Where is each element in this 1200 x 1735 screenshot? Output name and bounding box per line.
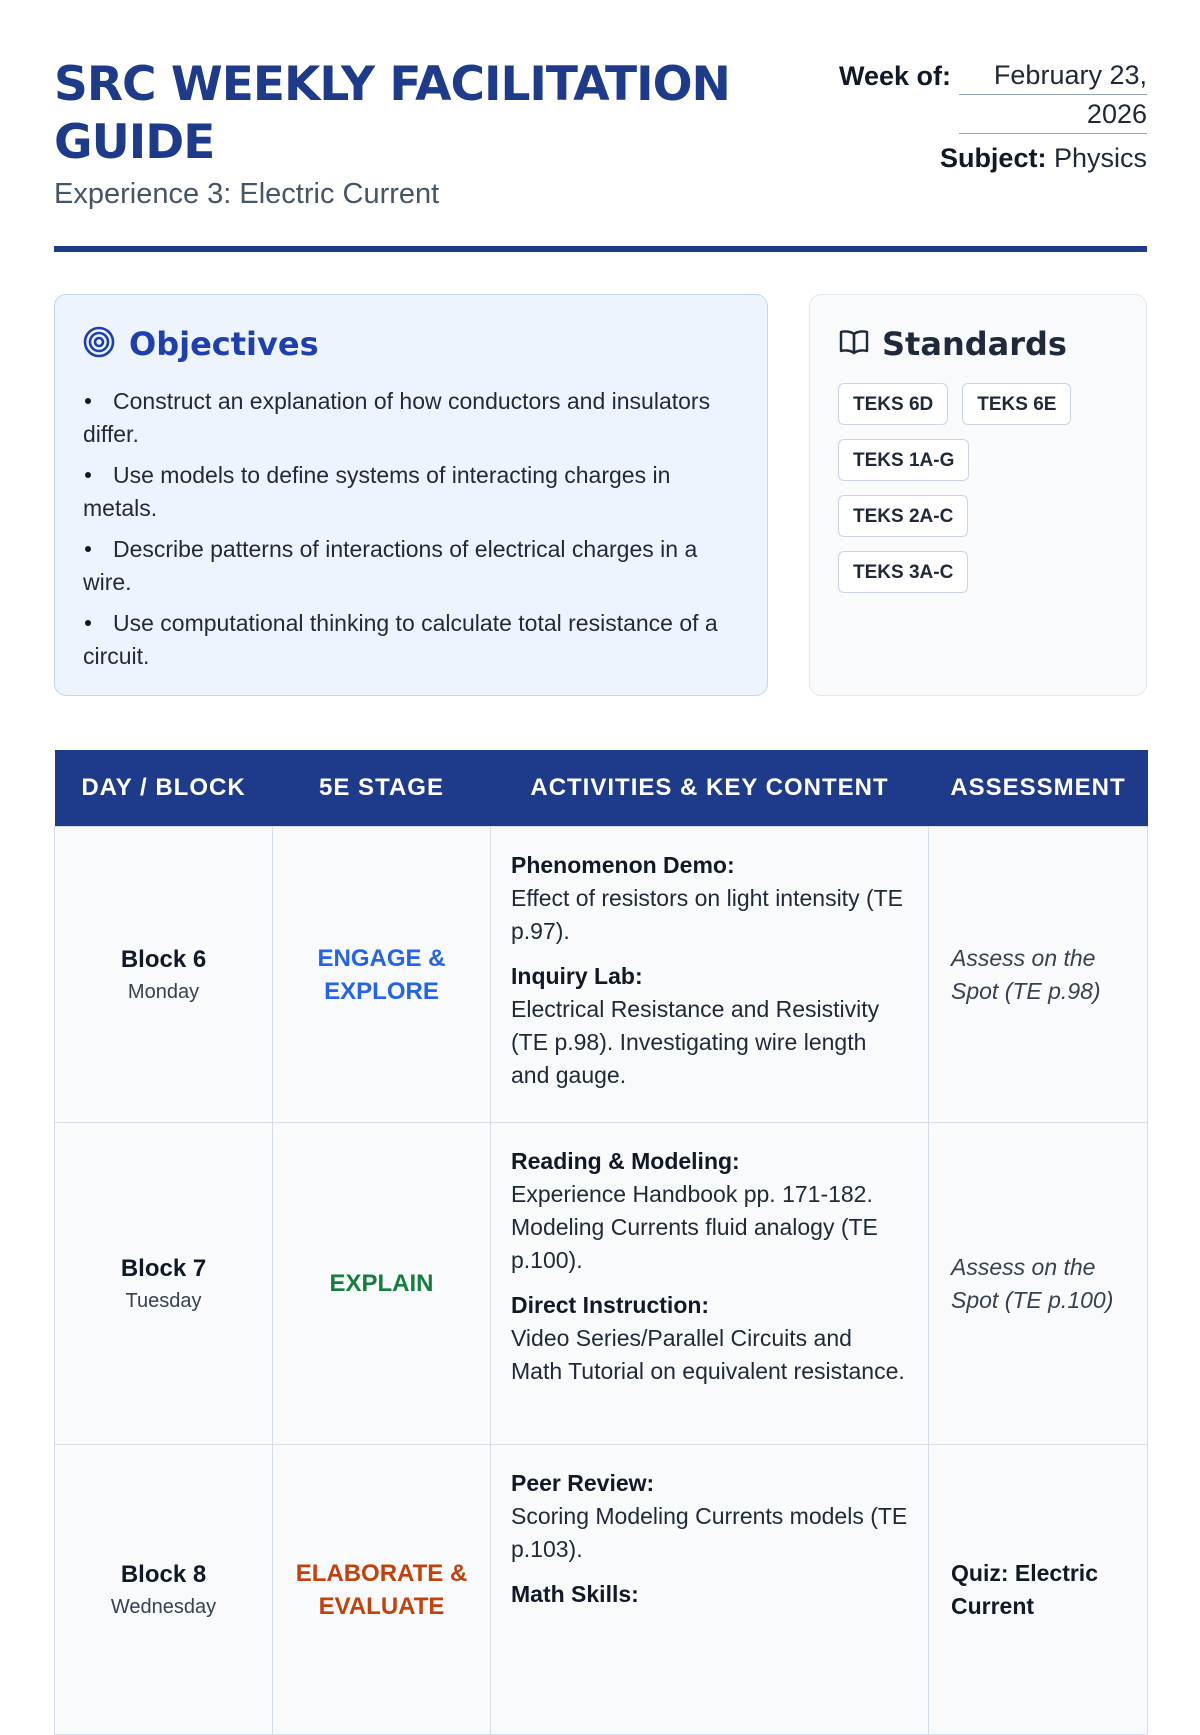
objective-text: Construct an explanation of how conductors and insulators differ.	[83, 388, 711, 447]
standards-title: Standards	[882, 325, 1067, 363]
objective-text: Describe patterns of interactions of electrical charges in a wire.	[83, 536, 698, 595]
day-cell	[55, 1123, 273, 1445]
list-item	[83, 607, 743, 673]
standards-chips	[838, 383, 1138, 607]
table-row	[55, 1445, 1148, 1735]
activity-text: Electrical Resistance and Resistivity (TE p.98). Investigating wire length and gauge.	[511, 996, 880, 1088]
day-name: Tuesday	[125, 1289, 202, 1312]
day-name: Monday	[127, 980, 200, 1003]
header-divider	[54, 246, 1147, 252]
page-header	[54, 56, 1147, 216]
standards-header	[838, 325, 1067, 363]
table-row	[55, 1123, 1148, 1445]
activity	[511, 1145, 908, 1277]
day-cell	[55, 1445, 273, 1735]
objective-text: Use computational thinking to calculate total resistance of a circuit.	[83, 610, 718, 669]
activity-head: Inquiry Lab:	[511, 963, 643, 989]
col-header-assessment: ASSESSMENT	[929, 750, 1148, 827]
activity-text: Video Series/Parallel Circuits and Math Tutorial on equivalent resistance.	[511, 1325, 905, 1384]
page-subtitle: Experience 3: Electric Current	[54, 178, 440, 210]
objectives-header	[83, 325, 319, 363]
subject-value: Physics	[1053, 143, 1147, 173]
bullet-icon	[85, 546, 91, 552]
table-header-row	[55, 750, 1148, 827]
objective-text: Use models to define systems of interacting charges in metals.	[83, 462, 671, 521]
col-header-day-block: DAY / BLOCK	[55, 750, 273, 827]
activity-head: Reading & Modeling:	[511, 1148, 740, 1174]
day-cell	[55, 827, 273, 1123]
activity-head: Phenomenon Demo:	[511, 852, 735, 878]
chip-row	[838, 439, 1138, 481]
activity	[511, 1467, 908, 1566]
assessment-cell: Quiz: Electric Current	[929, 1445, 1148, 1735]
block-name: Block 7	[120, 1254, 207, 1282]
standards-card	[809, 294, 1147, 696]
subject-row	[827, 140, 1147, 176]
chip-row	[838, 383, 1138, 425]
book-icon	[838, 326, 870, 363]
activity	[511, 1289, 908, 1388]
bullet-icon	[85, 398, 91, 404]
activity-text: Experience Handbook pp. 171-182. Modeling Currents fluid analogy (TE p.100).	[511, 1181, 878, 1273]
bullet-icon	[85, 620, 91, 626]
table-row	[55, 827, 1148, 1123]
assessment-cell: Assess on the Spot (TE p.100)	[929, 1123, 1148, 1445]
subject-label: Subject:	[939, 143, 1047, 173]
week-label: Week of:	[838, 61, 951, 91]
page-title: SRC WEEKLY FACILITATION GUIDE	[54, 57, 730, 170]
day-name: Wednesday	[110, 1595, 217, 1618]
standard-chip: TEKS 6E	[962, 383, 1071, 425]
chip-row	[838, 495, 1138, 537]
week-value-line1: February 23,	[959, 56, 1147, 95]
chip-row	[838, 551, 1138, 593]
col-header-activities: ACTIVITIES & KEY CONTENT	[491, 750, 929, 827]
activity-text: Effect of resistors on light intensity (TE p.97).	[511, 885, 904, 944]
stage-cell: ELABORATE & EVALUATE	[273, 1445, 491, 1735]
activity-head: Peer Review:	[511, 1470, 655, 1496]
objectives-title: Objectives	[129, 325, 319, 363]
week-value-line2: 2026	[959, 95, 1147, 134]
objectives-card	[54, 294, 768, 696]
activity	[511, 960, 908, 1092]
schedule-table	[54, 750, 1148, 1735]
activity	[511, 1578, 908, 1611]
activities-cell	[491, 1123, 929, 1445]
standard-chip: TEKS 6D	[838, 383, 948, 425]
stage-cell: ENGAGE & EXPLORE	[273, 827, 491, 1123]
bullet-icon	[85, 472, 91, 478]
stage-cell: EXPLAIN	[273, 1123, 491, 1445]
meta-block	[827, 56, 1147, 176]
week-field[interactable]	[959, 56, 1147, 134]
standard-chip: TEKS 1A-G	[838, 439, 969, 481]
activity	[511, 849, 908, 948]
week-row	[827, 56, 1147, 134]
activity-head: Direct Instruction:	[511, 1292, 710, 1318]
objectives-list	[83, 385, 743, 681]
col-header-stage: 5E STAGE	[273, 750, 491, 827]
target-icon	[83, 326, 115, 363]
activities-cell	[491, 1445, 929, 1735]
activity-text: Scoring Modeling Currents models (TE p.103).	[511, 1503, 908, 1562]
activity-head: Math Skills:	[511, 1581, 639, 1607]
standard-chip: TEKS 2A-C	[838, 495, 968, 537]
block-name: Block 8	[120, 1560, 207, 1588]
list-item	[83, 533, 743, 599]
list-item	[83, 459, 743, 525]
block-name: Block 6	[120, 945, 207, 973]
list-item	[83, 385, 743, 451]
assessment-cell: Assess on the Spot (TE p.98)	[929, 827, 1148, 1123]
activities-cell	[491, 827, 929, 1123]
standard-chip: TEKS 3A-C	[838, 551, 968, 593]
